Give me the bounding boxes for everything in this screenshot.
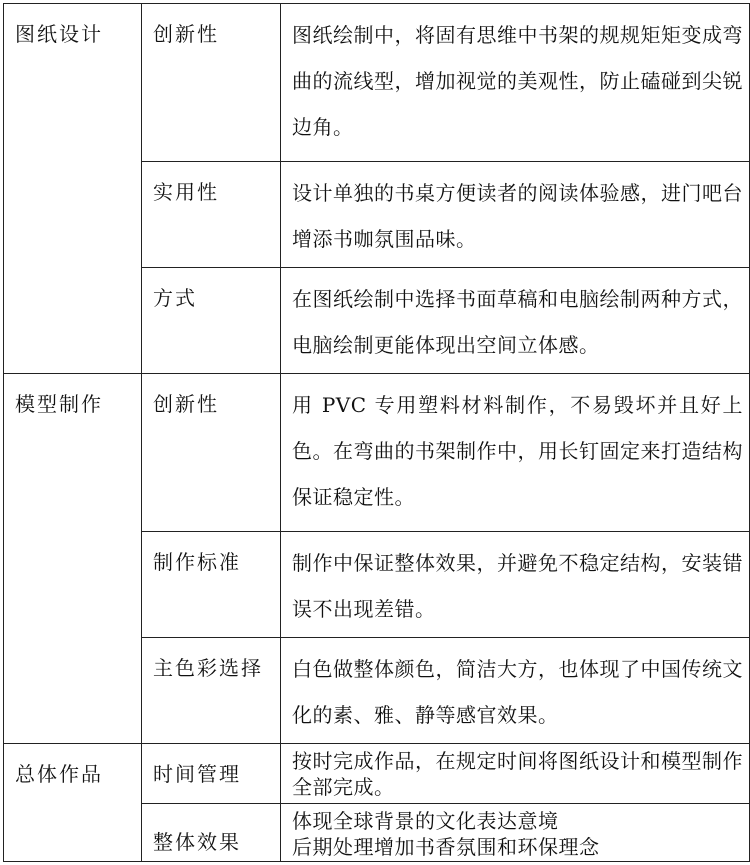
row-text: 白色做整体颜色，简洁大方，也体现了中国传统文化的素、雅、静等感官效果。: [292, 657, 743, 727]
label-cell: [142, 804, 281, 862]
text-cell: [281, 804, 750, 862]
text-cell: [281, 744, 750, 804]
section-title: 图纸设计: [15, 22, 103, 46]
row-text: 制作中保证整体效果，并避免不稳定结构，安装错误不出现差错。: [292, 551, 743, 621]
section-cell: [4, 374, 142, 744]
text-cell: [281, 638, 750, 744]
label-cell: [142, 744, 281, 804]
row-text: 按时完成作品，在规定时间将图纸设计和模型制作全部完成。: [292, 749, 743, 799]
text-cell: [281, 268, 750, 374]
row-text: 图纸绘制中，将固有思维中书架的规规矩矩变成弯曲的流线型，增加视觉的美观性，防止磕碰到尖锐边角。: [292, 23, 743, 139]
row-label: 实用性: [153, 180, 219, 204]
row-text: 用 PVC 专用塑料材料制作，不易毁坏并且好上色。在弯曲的书架制作中，用长钉固定来打造结构保证稳定性。: [292, 393, 743, 509]
row-text: 设计单独的书桌方便读者的阅读体验感，进门吧台增添书咖氛围品味。: [292, 181, 743, 251]
row-label: 整体效果: [153, 830, 241, 854]
text-cell: [281, 162, 750, 268]
label-cell: [142, 162, 281, 268]
row-text: 在图纸绘制中选择书面草稿和电脑绘制两种方式，电脑绘制更能体现出空间立体感。: [292, 287, 743, 357]
text-cell: [281, 4, 750, 162]
section-title: 总体作品: [15, 762, 103, 786]
label-cell: [142, 4, 281, 162]
text-cell: [281, 532, 750, 638]
row-text-line: 后期处理增加书香氛围和环保理念: [292, 835, 600, 859]
row-text: [281, 804, 749, 860]
section-title: 模型制作: [15, 392, 103, 416]
row-label: 制作标准: [153, 550, 241, 574]
table-row: [4, 744, 750, 804]
row-label: 创新性: [153, 392, 219, 416]
label-cell: [142, 638, 281, 744]
section-cell: [4, 4, 142, 374]
label-cell: [142, 374, 281, 532]
label-cell: [142, 532, 281, 638]
table-row: [4, 4, 750, 162]
row-text-line: 体现全球背景的文化表达意境: [292, 809, 559, 833]
section-cell: [4, 744, 142, 862]
row-label: 创新性: [153, 22, 219, 46]
text-cell: [281, 374, 750, 532]
label-cell: [142, 268, 281, 374]
row-label: 主色彩选择: [153, 656, 263, 680]
content-table: [3, 3, 750, 862]
table-row: [4, 374, 750, 532]
row-label: 时间管理: [153, 762, 241, 786]
row-label: 方式: [153, 286, 197, 310]
